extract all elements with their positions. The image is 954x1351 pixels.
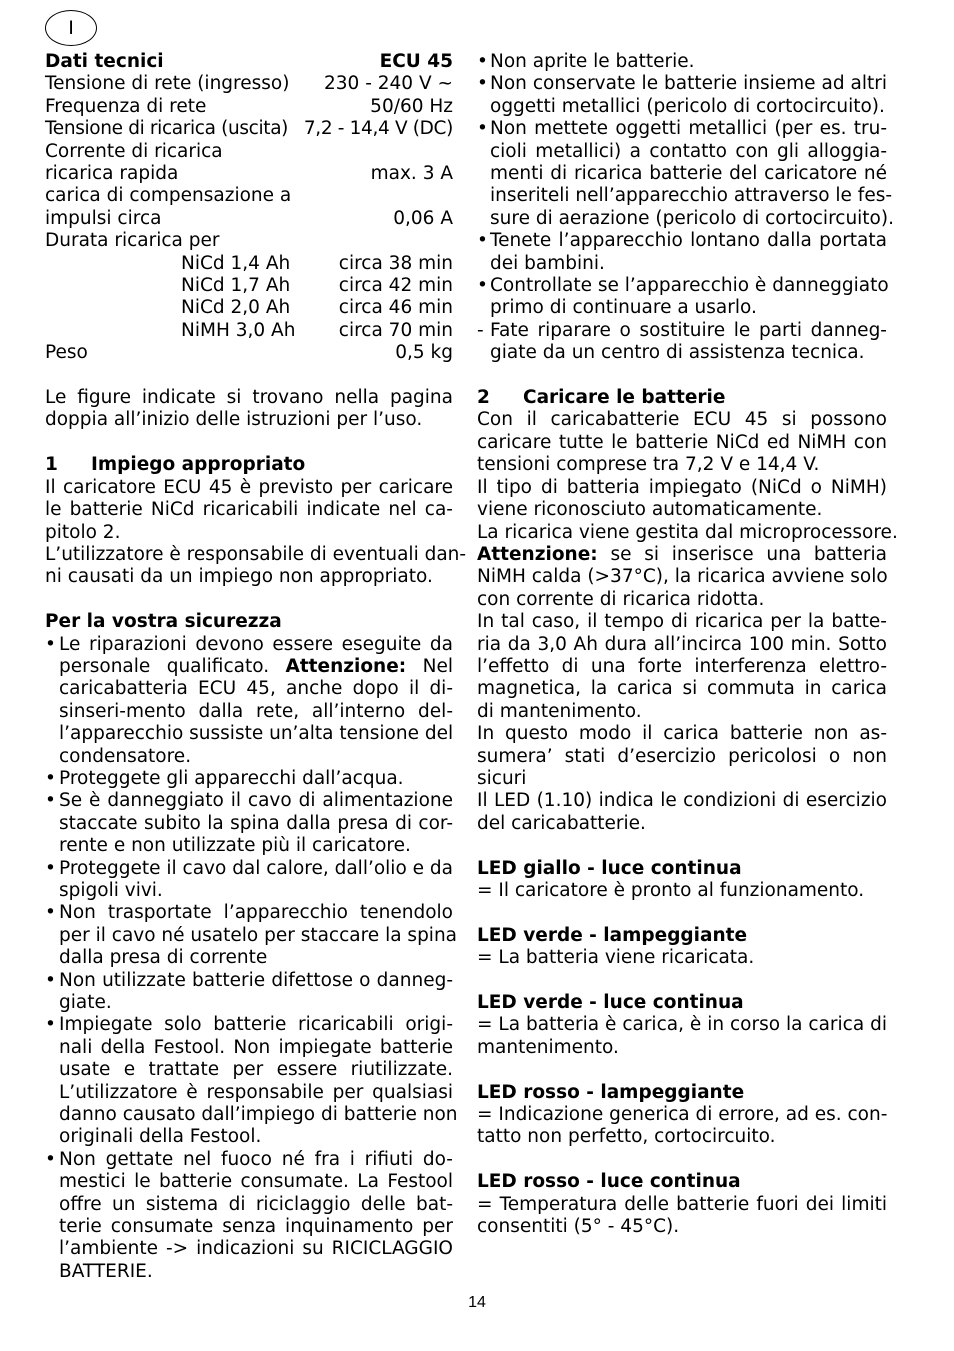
text-line: menti di ricarica batterie del caricatore né — [490, 163, 887, 185]
spec-value: 0,5 kg — [395, 342, 453, 364]
text-line: originali della Festool. — [59, 1126, 262, 1148]
attention-label: Attenzione: — [477, 543, 598, 565]
led-block — [477, 970, 887, 1060]
text-line: Controllate se l’apparecchio è danneggiato — [490, 275, 889, 297]
safety-item — [45, 1149, 453, 1283]
text-line: di mantenimento. — [477, 700, 642, 722]
text-line: Non utilizzate batterie difettose o danneg- — [59, 969, 453, 991]
text-line: Impiegate solo batterie ricaricabili origi- — [59, 1014, 453, 1036]
text-line: Non gettate nel fuoco né fra i rifiuti do- — [59, 1148, 453, 1170]
spacer — [477, 1149, 887, 1171]
text-line: per il cavo né usatelo per staccare la spina — [59, 924, 458, 946]
spec-label: impulsi circa — [45, 207, 162, 229]
section-number: 2 — [477, 387, 490, 409]
bullet-marker: • — [45, 790, 56, 812]
text-line: Il tipo di batteria impiegato (NiCd o NiMH) — [477, 476, 887, 498]
led-description: = Indicazione generica di errore, ad es. con- — [477, 1104, 888, 1126]
spec-label: Tensione di rete (ingresso) — [45, 73, 290, 95]
duration-row — [45, 297, 453, 319]
spec-value: 0,06 A — [393, 207, 453, 229]
page-number: 14 — [468, 1294, 486, 1311]
text-line: Non mettete oggetti metallici (per es. tru- — [490, 118, 887, 140]
text-line: rente e non utilizzate più il caricatore. — [59, 835, 411, 857]
bullet-marker: • — [477, 118, 488, 140]
text-line: Con il caricabatterie ECU 45 si possono — [477, 409, 887, 431]
safety-item — [45, 790, 453, 857]
figures-note-line: Le figure indicate si trovano nella pagina — [45, 387, 453, 409]
text-line — [477, 544, 887, 566]
spec-label: Durata ricarica per — [45, 230, 220, 252]
led-description: mantenimento. — [477, 1036, 619, 1058]
text-line: Se è danneggiato il cavo di alimentazione — [59, 790, 453, 812]
spec-value: 50/60 Hz — [370, 95, 453, 117]
text-line: mestici le batterie consumate. La Festool — [59, 1171, 453, 1193]
spec-label: Tensione di ricarica (uscita) — [45, 118, 289, 140]
safety-item — [477, 73, 887, 118]
text-line: La ricarica viene gestita dal microprocessore. — [477, 521, 898, 543]
text-line: inseriteli nell’apparecchio attraverso le fes- — [490, 185, 893, 207]
section-heading — [477, 387, 887, 409]
text-line: l’apparecchio sussiste un’alta tensione del — [59, 723, 454, 745]
duration-battery: NiMH 3,0 Ah — [181, 319, 296, 341]
led-title: LED rosso - lampeggiante — [477, 1081, 745, 1103]
section-title: Impiego appropriato — [91, 454, 306, 476]
section-heading — [45, 454, 453, 476]
spec-label: carica di compensazione a — [45, 185, 292, 207]
led-title: LED giallo - luce continua — [477, 857, 742, 879]
text-line: viene riconosciuto automaticamente. — [477, 499, 823, 521]
safety-item — [45, 902, 458, 969]
text-line: caricare tutte le batterie NiCd ed NiMH con — [477, 431, 887, 453]
text-line: Non conservate le batterie insieme ad altri — [490, 73, 887, 95]
text-line: dei bambini. — [490, 252, 605, 274]
text-line: sumera’ stati d’esercizio pericolosi o non — [477, 745, 887, 767]
led-description: = La batteria è carica, è in corso la carica di — [477, 1014, 887, 1036]
section-number: 1 — [45, 454, 58, 476]
text-line: ria da 3,0 Ah dura all’incirca 100 min. Sotto — [477, 633, 887, 655]
text-line: BATTERIE. — [59, 1260, 153, 1282]
spec-label: ricarica rapida — [45, 163, 179, 185]
led-description: = Temperatura delle batterie fuori dei limiti — [477, 1193, 887, 1215]
bullet-marker: • — [45, 1148, 56, 1170]
safety-item — [477, 320, 887, 365]
tech-model: ECU 45 — [379, 51, 453, 72]
text-line: offre un sistema di riciclaggio delle bat- — [59, 1193, 453, 1215]
led-block — [477, 902, 887, 969]
duration-time: circa 70 min — [338, 319, 453, 341]
figures-note-line: doppia all’inizio delle istruzioni per l’uso. — [45, 409, 423, 431]
text-line: sinseri-mento dalla rete, all’interno del- — [59, 700, 453, 722]
text-line: In questo modo il carica batterie non as- — [477, 723, 887, 745]
duration-battery: NiCd 1,7 Ah — [181, 275, 291, 297]
spacer — [477, 970, 887, 992]
safety-item — [477, 51, 887, 73]
duration-time: circa 38 min — [338, 252, 453, 274]
text-line: cioli metallici) a contatto con gli alloggia- — [490, 140, 887, 162]
duration-battery: NiCd 1,4 Ah — [181, 252, 291, 274]
led-description: tatto non perfetto, cortocircuito. — [477, 1126, 776, 1148]
left-column — [45, 51, 467, 1283]
led-block — [477, 835, 887, 902]
text-line: giate da un centro di assistenza tecnica. — [490, 342, 865, 364]
spacer — [477, 835, 887, 857]
spec-value: 7,2 - 14,4 V (DC) — [303, 118, 453, 140]
bullet-marker: • — [477, 275, 488, 297]
bullet-marker: • — [45, 767, 56, 789]
led-title: LED verde - lampeggiante — [477, 924, 748, 946]
bullet-marker: • — [477, 230, 488, 252]
spec-row — [45, 73, 453, 95]
safety-item — [45, 858, 453, 903]
bullet-marker: • — [477, 51, 488, 72]
text-line: sicuri — [477, 767, 527, 789]
text-line: primo di continuare a usarlo. — [490, 297, 757, 319]
text-line: Non trasportate l’apparecchio tenendolo — [59, 902, 453, 924]
text-line: sure di aerazione (pericolo di cortocircuito). — [490, 207, 894, 229]
attention-label: Attenzione: — [285, 655, 407, 677]
duration-row — [45, 320, 453, 342]
spec-label: Corrente di ricarica — [45, 140, 223, 162]
text-line: Proteggete gli apparecchi dall’acqua. — [59, 767, 404, 789]
safety-item — [45, 768, 453, 790]
text-line — [59, 656, 453, 678]
text-line: danno causato dall’impiego di batterie non — [59, 1104, 458, 1126]
text-line: tensioni comprese tra 7,2 V e 14,4 V. — [477, 454, 820, 476]
duration-time: circa 46 min — [338, 297, 453, 319]
safety-item — [45, 634, 453, 768]
led-description: = La batteria viene ricaricata. — [477, 947, 755, 969]
safety-item — [477, 230, 887, 275]
bullet-marker: • — [45, 902, 56, 924]
text-line: pitolo 2. — [45, 521, 121, 543]
text-line: del caricabatterie. — [477, 812, 646, 834]
text-line: magnetica, la carica si commuta in carica — [477, 678, 887, 700]
text-line: le batterie NiCd ricaricabili indicate nel ca- — [45, 499, 453, 521]
spec-row — [45, 342, 453, 364]
text-span: se si inserisce una batteria — [597, 543, 887, 565]
duration-time: circa 42 min — [338, 275, 453, 297]
duration-row — [45, 275, 453, 297]
bullet-marker: • — [45, 969, 56, 991]
safety-heading: Per la vostra sicurezza — [45, 611, 282, 633]
tech-title: Dati tecnici — [45, 51, 164, 72]
language-badge: I — [45, 10, 97, 46]
text-line: ni causati da un impiego non appropriato. — [45, 566, 433, 588]
text-line: l’effetto di una forte interferenza elettro- — [477, 655, 887, 677]
bullet-marker: • — [477, 73, 488, 95]
bullet-marker: • — [45, 633, 56, 655]
safety-item — [45, 1014, 458, 1148]
text-line: usate e trattate per essere riutilizzate. — [59, 1059, 453, 1081]
text-line: Tenete l’apparecchio lontano dalla portata — [490, 230, 887, 252]
led-title: LED verde - luce continua — [477, 992, 744, 1013]
text-line: nali della Festool. Non impiegate batterie — [59, 1036, 453, 1058]
spacer — [477, 1059, 887, 1081]
spec-row — [45, 118, 453, 140]
text-line: dalla presa di corrente — [59, 947, 268, 969]
bullet-marker: - — [477, 319, 484, 341]
text-line: condensatore. — [59, 745, 192, 767]
text-line: In tal caso, il tempo di ricarica per la batte- — [477, 611, 887, 633]
duration-row — [45, 253, 453, 275]
spec-label: Peso — [45, 342, 88, 364]
text-line: giate. — [59, 992, 112, 1014]
bullet-marker: • — [45, 1014, 56, 1036]
text-line: staccate subito la spina dalla presa di cor- — [59, 812, 453, 834]
text-line: NiMH calda (>37°C), la ricarica avviene solo — [477, 566, 888, 588]
spec-label: Frequenza di rete — [45, 95, 207, 117]
led-block — [477, 1149, 887, 1239]
text-line: terie consumate senza inquinamento per — [59, 1216, 453, 1238]
text-span: Nel — [422, 655, 453, 677]
text-line: L’utilizzatore è responsabile di eventuali dan- — [45, 543, 467, 565]
text-line: Fate riparare o sostituire le parti danneg- — [490, 319, 887, 341]
led-description: consentiti (5° - 45°C). — [477, 1216, 680, 1238]
spec-row — [45, 163, 453, 185]
safety-item — [477, 275, 887, 320]
led-description: = Il caricatore è pronto al funzionamento. — [477, 880, 865, 901]
text-line: Il caricatore ECU 45 è previsto per caricare — [45, 476, 453, 498]
safety-item — [45, 970, 453, 1015]
text-line: Il LED (1.10) indica le condizioni di esercizio — [477, 790, 887, 812]
text-span: personale qualificato. — [59, 655, 286, 677]
right-column — [477, 51, 898, 1238]
led-block — [477, 1059, 887, 1149]
text-line: con corrente di ricarica ridotta. — [477, 588, 765, 610]
spacer — [477, 902, 887, 924]
text-line: spigoli vivi. — [59, 879, 163, 901]
tech-header — [45, 51, 453, 73]
text-line: l’ambiente -> indicazioni su RICICLAGGIO — [59, 1238, 453, 1260]
bullet-marker: • — [45, 857, 56, 879]
led-title: LED rosso - luce continua — [477, 1171, 741, 1193]
text-line: Proteggete il cavo dal calore, dall’olio e da — [59, 857, 453, 879]
text-line: oggetti metallici (pericolo di cortocircuito). — [490, 95, 885, 117]
spec-row — [45, 208, 453, 230]
section-title: Caricare le batterie — [523, 387, 726, 409]
text-line: Le riparazioni devono essere eseguite da — [59, 633, 453, 655]
safety-item — [477, 118, 894, 230]
text-line: caricabatteria ECU 45, anche dopo il di- — [59, 678, 453, 700]
text-line: L’utilizzatore è responsabile per qualsiasi — [59, 1081, 453, 1103]
spec-row — [45, 96, 453, 118]
spec-value: 230 - 240 V ~ — [324, 73, 453, 95]
duration-battery: NiCd 2,0 Ah — [181, 297, 291, 319]
text-line: Non aprite le batterie. — [490, 51, 695, 72]
spec-value: max. 3 A — [370, 163, 453, 185]
